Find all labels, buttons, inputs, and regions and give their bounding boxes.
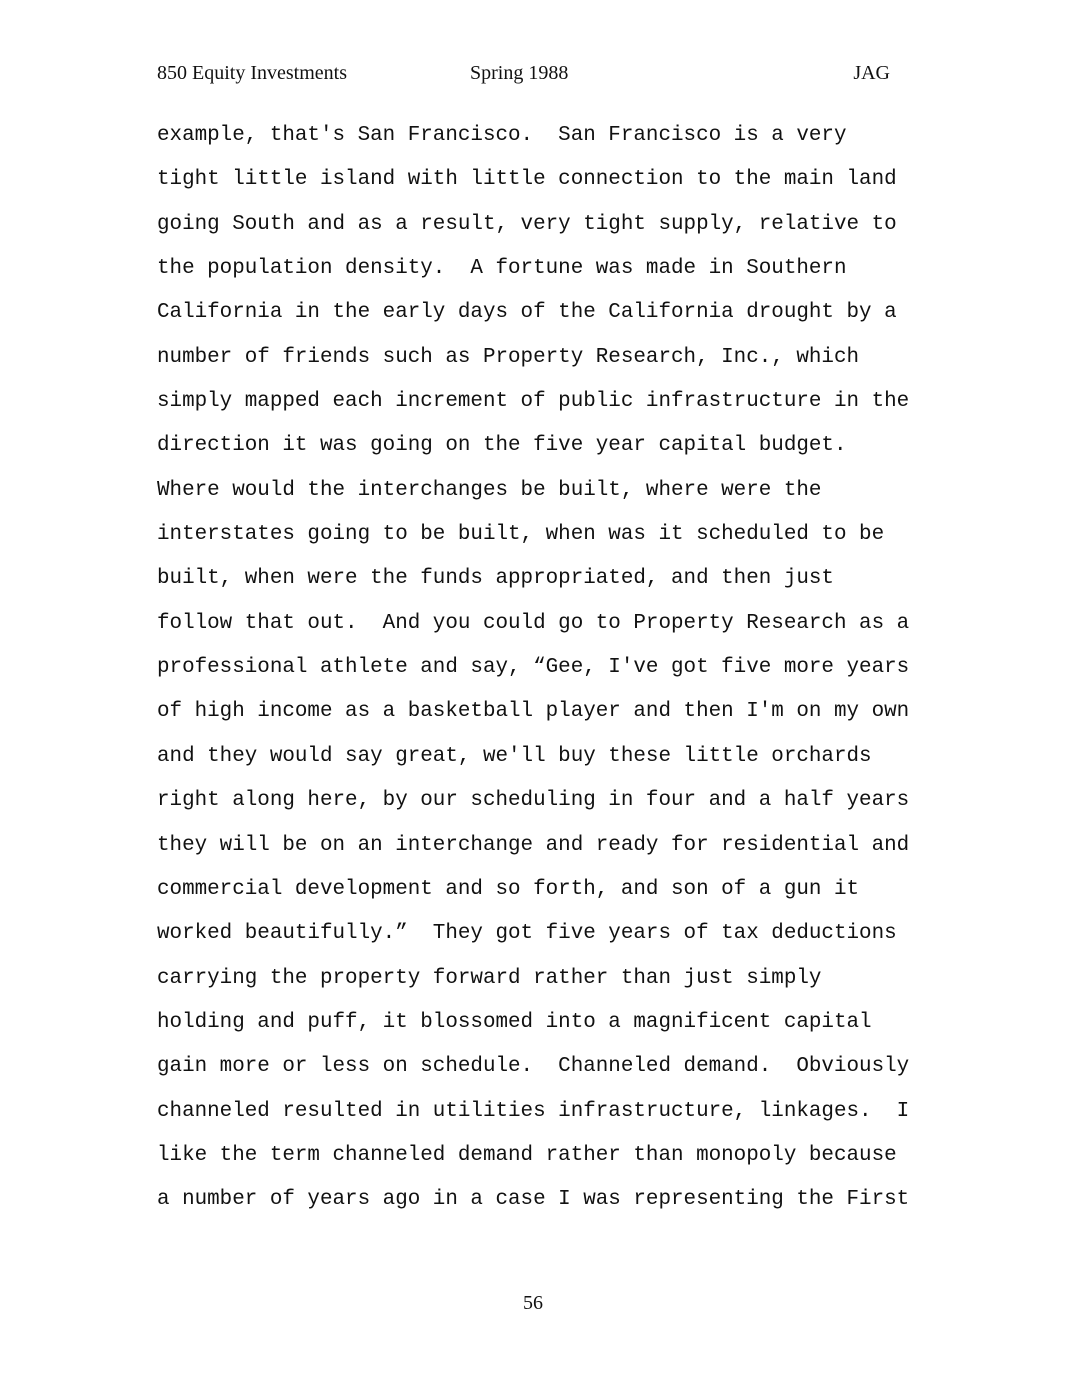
body-text [157,114,937,1223]
text-line: gain more or less on schedule. Channeled demand. Obviously [157,1055,910,1079]
text-line: going South and as a result, very tight supply, relative to [157,212,897,236]
text-line: a number of years ago in a case I was representing the First [157,1188,910,1212]
page-header [157,62,890,90]
header-term: Spring 1988 [470,62,569,84]
text-line: of high income as a basketball player and then I'm on my own [157,700,910,724]
text-line: tight little island with little connection to the main land [157,168,897,192]
text-line: number of friends such as Property Research, Inc., which [157,345,860,369]
text-line: direction it was going on the five year capital budget. [157,434,847,458]
text-line: example, that's San Francisco. San Francisco is a very [157,124,847,147]
text-line: worked beautifully.” They got five years of tax deductions [157,922,897,946]
text-line: and they would say great, we'll buy these little orchards [157,744,872,768]
text-line: California in the early days of the California drought by a [157,301,897,325]
header-course: 850 Equity Investments [157,62,347,84]
text-line: simply mapped each increment of public infrastructure in the [157,390,910,414]
header-initials: JAG [853,62,890,84]
text-line: right along here, by our scheduling in four and a half years [157,789,910,813]
text-line: interstates going to be built, when was it scheduled to be [157,523,885,547]
text-line: follow that out. And you could go to Property Research as a [157,611,910,635]
text-line: professional athlete and say, “Gee, I've got five more years [157,656,910,680]
text-line: carrying the property forward rather than just simply [157,966,822,990]
text-line: commercial development and so forth, and son of a gun it [157,877,860,901]
text-line: they will be on an interchange and ready for residential and [157,833,910,857]
text-line: Where would the interchanges be built, where were the [157,478,822,502]
text-line: built, when were the funds appropriated, and then just [157,567,834,591]
text-line: channeled resulted in utilities infrastructure, linkages. I [157,1099,910,1123]
text-line: holding and puff, it blossomed into a magnificent capital [157,1010,872,1034]
text-line: the population density. A fortune was made in Southern [157,257,847,281]
text-line: like the term channeled demand rather than monopoly because [157,1143,897,1167]
page-number: 56 [523,1292,543,1314]
